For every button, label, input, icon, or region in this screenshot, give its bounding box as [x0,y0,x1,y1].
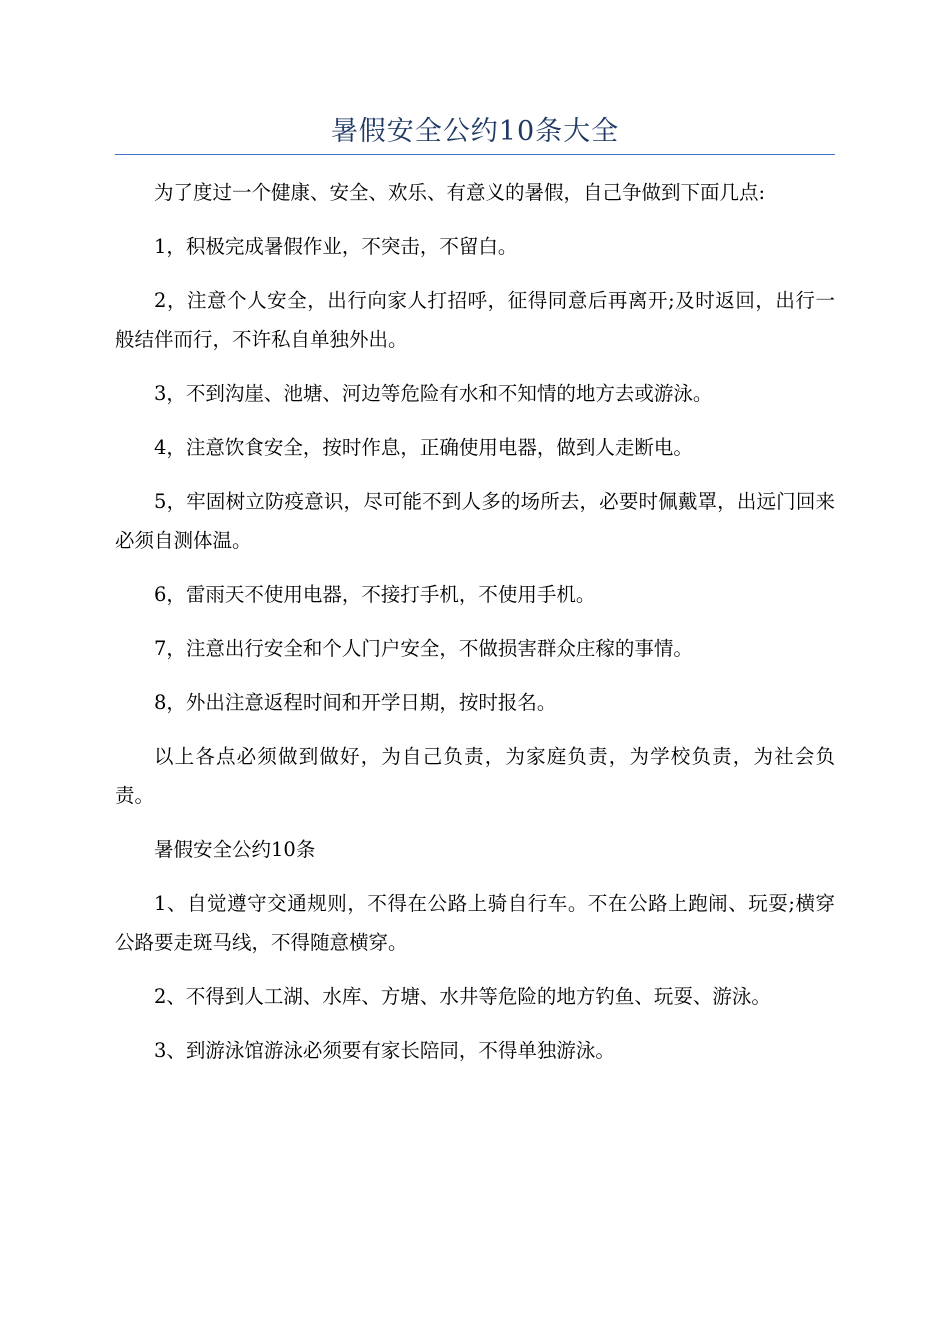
paragraph-item-5: 5，牢固树立防疫意识，尽可能不到人多的场所去，必要时佩戴罩，出远门回来必须自测体温。 [115,490,835,552]
paragraph-item-7: 7，注意出行安全和个人门户安全，不做损害群众庄稼的事情。 [154,637,693,660]
paragraph-item-6: 6，雷雨天不使用电器，不接打手机，不使用手机。 [154,583,596,606]
section-heading: 暑假安全公约10条 [154,838,316,861]
paragraph-intro: 为了度过一个健康、安全、欢乐、有意义的暑假，自己争做到下面几点: [154,181,766,204]
paragraph-item-3: 3，不到沟崖、池塘、河边等危险有水和不知情的地方去或游泳。 [154,382,713,405]
paragraph-rule-2: 2、不得到人工湖、水库、方塘、水井等危险的地方钓鱼、玩耍、游泳。 [154,985,771,1008]
title-underline [115,154,835,155]
paragraph-conclusion: 以上各点必须做到做好，为自己负责，为家庭负责，为学校负责，为社会负责。 [115,745,835,807]
paragraph-item-2: 2，注意个人安全，出行向家人打招呼，征得同意后再离开;及时返回，出行一般结伴而行，不许私自单独外出。 [115,289,835,351]
document-body [115,173,835,1085]
paragraph-item-1: 1，积极完成暑假作业，不突击，不留白。 [154,235,518,258]
paragraph-rule-1: 1、自觉遵守交通规则，不得在公路上骑自行车。不在公路上跑闹、玩耍;横穿公路要走斑马线，不得随意横穿。 [115,892,835,954]
paragraph-rule-3: 3、到游泳馆游泳必须要有家长陪同，不得单独游泳。 [154,1039,615,1062]
paragraph-item-8: 8，外出注意返程时间和开学日期，按时报名。 [154,691,557,714]
paragraph-item-4: 4，注意饮食安全，按时作息，正确使用电器，做到人走断电。 [154,436,693,459]
document-title: 暑假安全公约10条大全 [330,116,620,147]
